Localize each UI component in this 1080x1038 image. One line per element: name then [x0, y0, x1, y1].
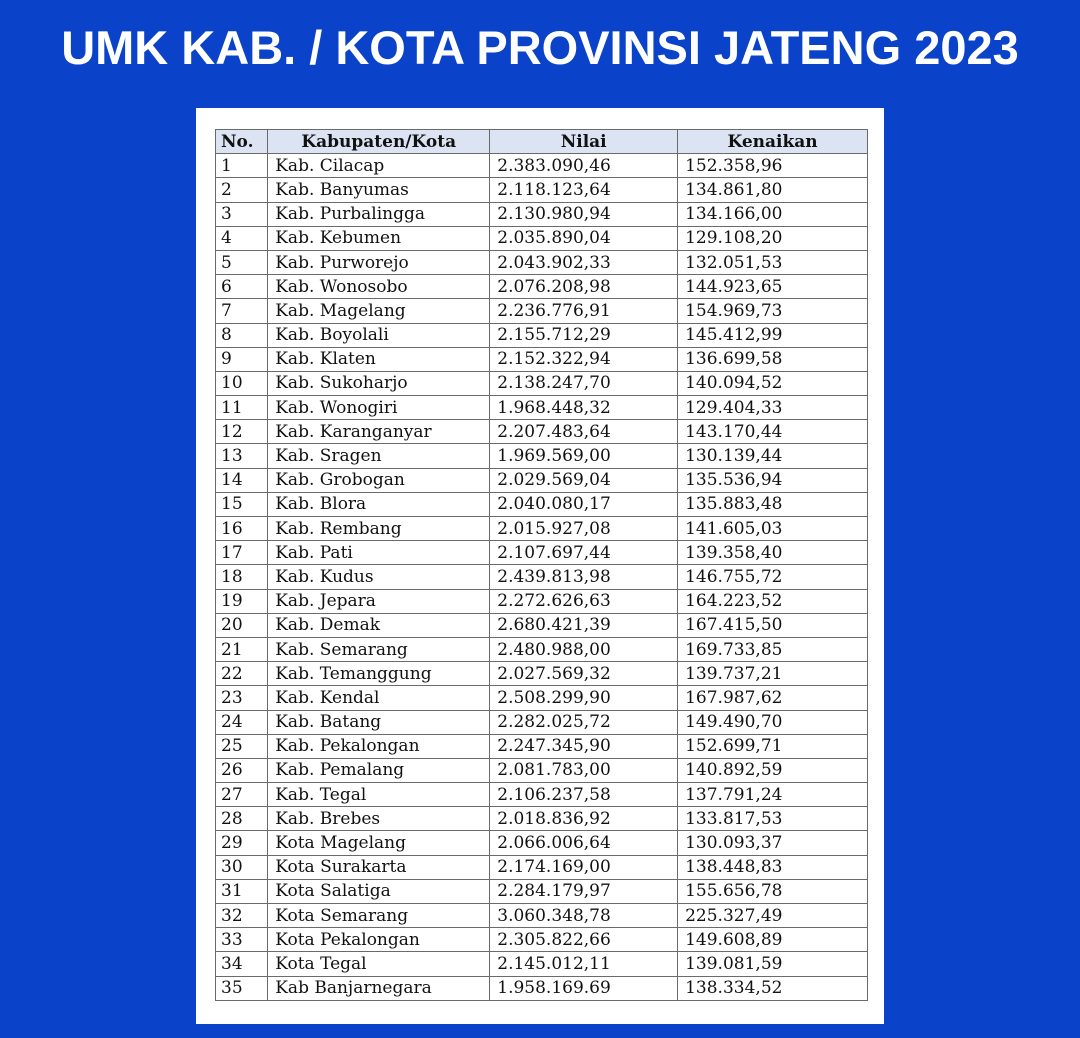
cell-kabupaten-kota: Kab. Wonogiri: [268, 396, 490, 420]
cell-no: 23: [216, 686, 268, 710]
table-row: [216, 734, 868, 758]
cell-kenaikan: 133.817,53: [678, 807, 868, 831]
cell-kenaikan: 141.605,03: [678, 517, 868, 541]
cell-no: 8: [216, 323, 268, 347]
table-header-row: [216, 130, 868, 154]
cell-no: 32: [216, 904, 268, 928]
cell-nilai: 2.383.090,46: [490, 154, 678, 178]
cell-no: 1: [216, 154, 268, 178]
cell-kenaikan: 130.139,44: [678, 444, 868, 468]
cell-kenaikan: 137.791,24: [678, 783, 868, 807]
cell-nilai: 2.040.080,17: [490, 492, 678, 516]
cell-kenaikan: 155.656,78: [678, 879, 868, 903]
cell-nilai: 2.282.025,72: [490, 710, 678, 734]
cell-nilai: 2.018.836,92: [490, 807, 678, 831]
cell-kenaikan: 149.490,70: [678, 710, 868, 734]
cell-kabupaten-kota: Kab. Klaten: [268, 347, 490, 371]
cell-nilai: 2.272.626,63: [490, 589, 678, 613]
cell-no: 20: [216, 613, 268, 637]
cell-no: 9: [216, 347, 268, 371]
cell-no: 6: [216, 275, 268, 299]
cell-kenaikan: 130.093,37: [678, 831, 868, 855]
cell-kabupaten-kota: Kota Pekalongan: [268, 928, 490, 952]
cell-nilai: 2.130.980,94: [490, 202, 678, 226]
header-kenaikan: Kenaikan: [678, 130, 868, 154]
table-row: [216, 226, 868, 250]
cell-kabupaten-kota: Kab. Purworejo: [268, 250, 490, 274]
cell-no: 29: [216, 831, 268, 855]
table-row: [216, 879, 868, 903]
cell-kabupaten-kota: Kab. Brebes: [268, 807, 490, 831]
cell-kenaikan: 129.108,20: [678, 226, 868, 250]
cell-kenaikan: 139.737,21: [678, 662, 868, 686]
table-row: [216, 275, 868, 299]
cell-kenaikan: 134.861,80: [678, 178, 868, 202]
cell-kenaikan: 138.334,52: [678, 976, 868, 1000]
table-row: [216, 783, 868, 807]
cell-kenaikan: 152.699,71: [678, 734, 868, 758]
cell-no: 31: [216, 879, 268, 903]
table-row: [216, 565, 868, 589]
cell-nilai: 2.027.569,32: [490, 662, 678, 686]
cell-kenaikan: 169.733,85: [678, 637, 868, 661]
cell-kenaikan: 138.448,83: [678, 855, 868, 879]
cell-no: 10: [216, 371, 268, 395]
cell-nilai: 2.152.322,94: [490, 347, 678, 371]
cell-no: 15: [216, 492, 268, 516]
page-title: UMK KAB. / KOTA PROVINSI JATENG 2023: [61, 21, 1019, 74]
cell-kabupaten-kota: Kab. Boyolali: [268, 323, 490, 347]
cell-nilai: 2.043.902,33: [490, 250, 678, 274]
cell-no: 21: [216, 637, 268, 661]
cell-kabupaten-kota: Kab. Kebumen: [268, 226, 490, 250]
cell-kabupaten-kota: Kab. Wonosobo: [268, 275, 490, 299]
umk-table: [215, 129, 868, 1001]
cell-nilai: 2.508.299,90: [490, 686, 678, 710]
table-row: [216, 710, 868, 734]
cell-nilai: 2.305.822,66: [490, 928, 678, 952]
cell-kabupaten-kota: Kab. Sragen: [268, 444, 490, 468]
cell-kabupaten-kota: Kab. Pekalongan: [268, 734, 490, 758]
cell-kenaikan: 144.923,65: [678, 275, 868, 299]
cell-nilai: 2.680.421,39: [490, 613, 678, 637]
cell-no: 25: [216, 734, 268, 758]
cell-kabupaten-kota: Kab. Cilacap: [268, 154, 490, 178]
cell-kenaikan: 136.699,58: [678, 347, 868, 371]
cell-kenaikan: 140.892,59: [678, 758, 868, 782]
cell-kenaikan: 145.412,99: [678, 323, 868, 347]
cell-kenaikan: 154.969,73: [678, 299, 868, 323]
cell-nilai: 2.439.813,98: [490, 565, 678, 589]
table-row: [216, 952, 868, 976]
cell-nilai: 2.035.890,04: [490, 226, 678, 250]
table-row: [216, 178, 868, 202]
cell-nilai: 2.480.988,00: [490, 637, 678, 661]
table-row: [216, 807, 868, 831]
cell-no: 14: [216, 468, 268, 492]
cell-kabupaten-kota: Kab. Pati: [268, 541, 490, 565]
cell-kenaikan: 139.081,59: [678, 952, 868, 976]
cell-nilai: 2.155.712,29: [490, 323, 678, 347]
table-row: [216, 396, 868, 420]
cell-nilai: 3.060.348,78: [490, 904, 678, 928]
cell-kabupaten-kota: Kab. Sukoharjo: [268, 371, 490, 395]
cell-kabupaten-kota: Kota Semarang: [268, 904, 490, 928]
table-row: [216, 589, 868, 613]
cell-kabupaten-kota: Kota Surakarta: [268, 855, 490, 879]
cell-no: 16: [216, 517, 268, 541]
cell-nilai: 1.958.169.69: [490, 976, 678, 1000]
cell-nilai: 2.066.006,64: [490, 831, 678, 855]
cell-nilai: 2.174.169,00: [490, 855, 678, 879]
cell-kabupaten-kota: Kab. Tegal: [268, 783, 490, 807]
cell-no: 27: [216, 783, 268, 807]
cell-kabupaten-kota: Kota Salatiga: [268, 879, 490, 903]
cell-kenaikan: 134.166,00: [678, 202, 868, 226]
table-row: [216, 154, 868, 178]
cell-no: 18: [216, 565, 268, 589]
cell-kabupaten-kota: Kab. Pemalang: [268, 758, 490, 782]
cell-nilai: 2.207.483,64: [490, 420, 678, 444]
table-row: [216, 299, 868, 323]
cell-kabupaten-kota: Kab. Grobogan: [268, 468, 490, 492]
table-row: [216, 541, 868, 565]
cell-nilai: 2.015.927,08: [490, 517, 678, 541]
table-row: [216, 444, 868, 468]
cell-nilai: 2.029.569,04: [490, 468, 678, 492]
cell-kenaikan: 135.883,48: [678, 492, 868, 516]
header-nilai: Nilai: [490, 130, 678, 154]
cell-no: 7: [216, 299, 268, 323]
cell-nilai: 1.968.448,32: [490, 396, 678, 420]
cell-no: 34: [216, 952, 268, 976]
cell-kabupaten-kota: Kab. Rembang: [268, 517, 490, 541]
table-row: [216, 976, 868, 1000]
cell-kabupaten-kota: Kab. Magelang: [268, 299, 490, 323]
table-row: [216, 613, 868, 637]
table-row: [216, 855, 868, 879]
cell-kabupaten-kota: Kota Tegal: [268, 952, 490, 976]
cell-kenaikan: 225.327,49: [678, 904, 868, 928]
cell-nilai: 2.145.012,11: [490, 952, 678, 976]
cell-no: 5: [216, 250, 268, 274]
cell-kenaikan: 146.755,72: [678, 565, 868, 589]
cell-kabupaten-kota: Kab. Kendal: [268, 686, 490, 710]
table-row: [216, 517, 868, 541]
table-row: [216, 420, 868, 444]
header-no: No.: [216, 130, 268, 154]
cell-no: 19: [216, 589, 268, 613]
table-row: [216, 468, 868, 492]
table-row: [216, 904, 868, 928]
cell-kabupaten-kota: Kab. Demak: [268, 613, 490, 637]
cell-no: 2: [216, 178, 268, 202]
cell-kabupaten-kota: Kab. Jepara: [268, 589, 490, 613]
cell-nilai: 2.284.179,97: [490, 879, 678, 903]
table-row: [216, 492, 868, 516]
cell-kabupaten-kota: Kab Banjarnegara: [268, 976, 490, 1000]
cell-kenaikan: 139.358,40: [678, 541, 868, 565]
table-row: [216, 662, 868, 686]
table-row: [216, 371, 868, 395]
cell-kenaikan: 135.536,94: [678, 468, 868, 492]
cell-no: 17: [216, 541, 268, 565]
cell-nilai: 2.107.697,44: [490, 541, 678, 565]
cell-no: 11: [216, 396, 268, 420]
cell-kabupaten-kota: Kab. Karanganyar: [268, 420, 490, 444]
cell-kenaikan: 167.987,62: [678, 686, 868, 710]
table-body: [216, 154, 868, 1001]
cell-no: 3: [216, 202, 268, 226]
cell-nilai: 2.076.208,98: [490, 275, 678, 299]
table-row: [216, 686, 868, 710]
cell-nilai: 2.106.237,58: [490, 783, 678, 807]
cell-kabupaten-kota: Kab. Batang: [268, 710, 490, 734]
cell-no: 30: [216, 855, 268, 879]
cell-kabupaten-kota: Kab. Purbalingga: [268, 202, 490, 226]
cell-kenaikan: 140.094,52: [678, 371, 868, 395]
table-row: [216, 323, 868, 347]
cell-kenaikan: 132.051,53: [678, 250, 868, 274]
cell-no: 26: [216, 758, 268, 782]
cell-kabupaten-kota: Kab. Kudus: [268, 565, 490, 589]
cell-nilai: 2.138.247,70: [490, 371, 678, 395]
cell-no: 24: [216, 710, 268, 734]
cell-no: 13: [216, 444, 268, 468]
cell-nilai: 2.081.783,00: [490, 758, 678, 782]
cell-kabupaten-kota: Kab. Semarang: [268, 637, 490, 661]
cell-kabupaten-kota: Kab. Banyumas: [268, 178, 490, 202]
table-row: [216, 250, 868, 274]
cell-nilai: 1.969.569,00: [490, 444, 678, 468]
cell-kenaikan: 129.404,33: [678, 396, 868, 420]
cell-kabupaten-kota: Kab. Blora: [268, 492, 490, 516]
table-row: [216, 928, 868, 952]
cell-kenaikan: 152.358,96: [678, 154, 868, 178]
table-row: [216, 347, 868, 371]
cell-no: 12: [216, 420, 268, 444]
cell-no: 4: [216, 226, 268, 250]
table-row: [216, 202, 868, 226]
cell-nilai: 2.118.123,64: [490, 178, 678, 202]
cell-no: 33: [216, 928, 268, 952]
cell-nilai: 2.247.345,90: [490, 734, 678, 758]
cell-kenaikan: 143.170,44: [678, 420, 868, 444]
header-kabupaten-kota: Kabupaten/Kota: [268, 130, 490, 154]
table-row: [216, 758, 868, 782]
cell-no: 28: [216, 807, 268, 831]
cell-kenaikan: 167.415,50: [678, 613, 868, 637]
cell-kabupaten-kota: Kota Magelang: [268, 831, 490, 855]
table-row: [216, 831, 868, 855]
cell-no: 22: [216, 662, 268, 686]
cell-nilai: 2.236.776,91: [490, 299, 678, 323]
cell-kabupaten-kota: Kab. Temanggung: [268, 662, 490, 686]
cell-kenaikan: 149.608,89: [678, 928, 868, 952]
table-row: [216, 637, 868, 661]
cell-no: 35: [216, 976, 268, 1000]
table-card: [196, 108, 884, 1024]
cell-kenaikan: 164.223,52: [678, 589, 868, 613]
